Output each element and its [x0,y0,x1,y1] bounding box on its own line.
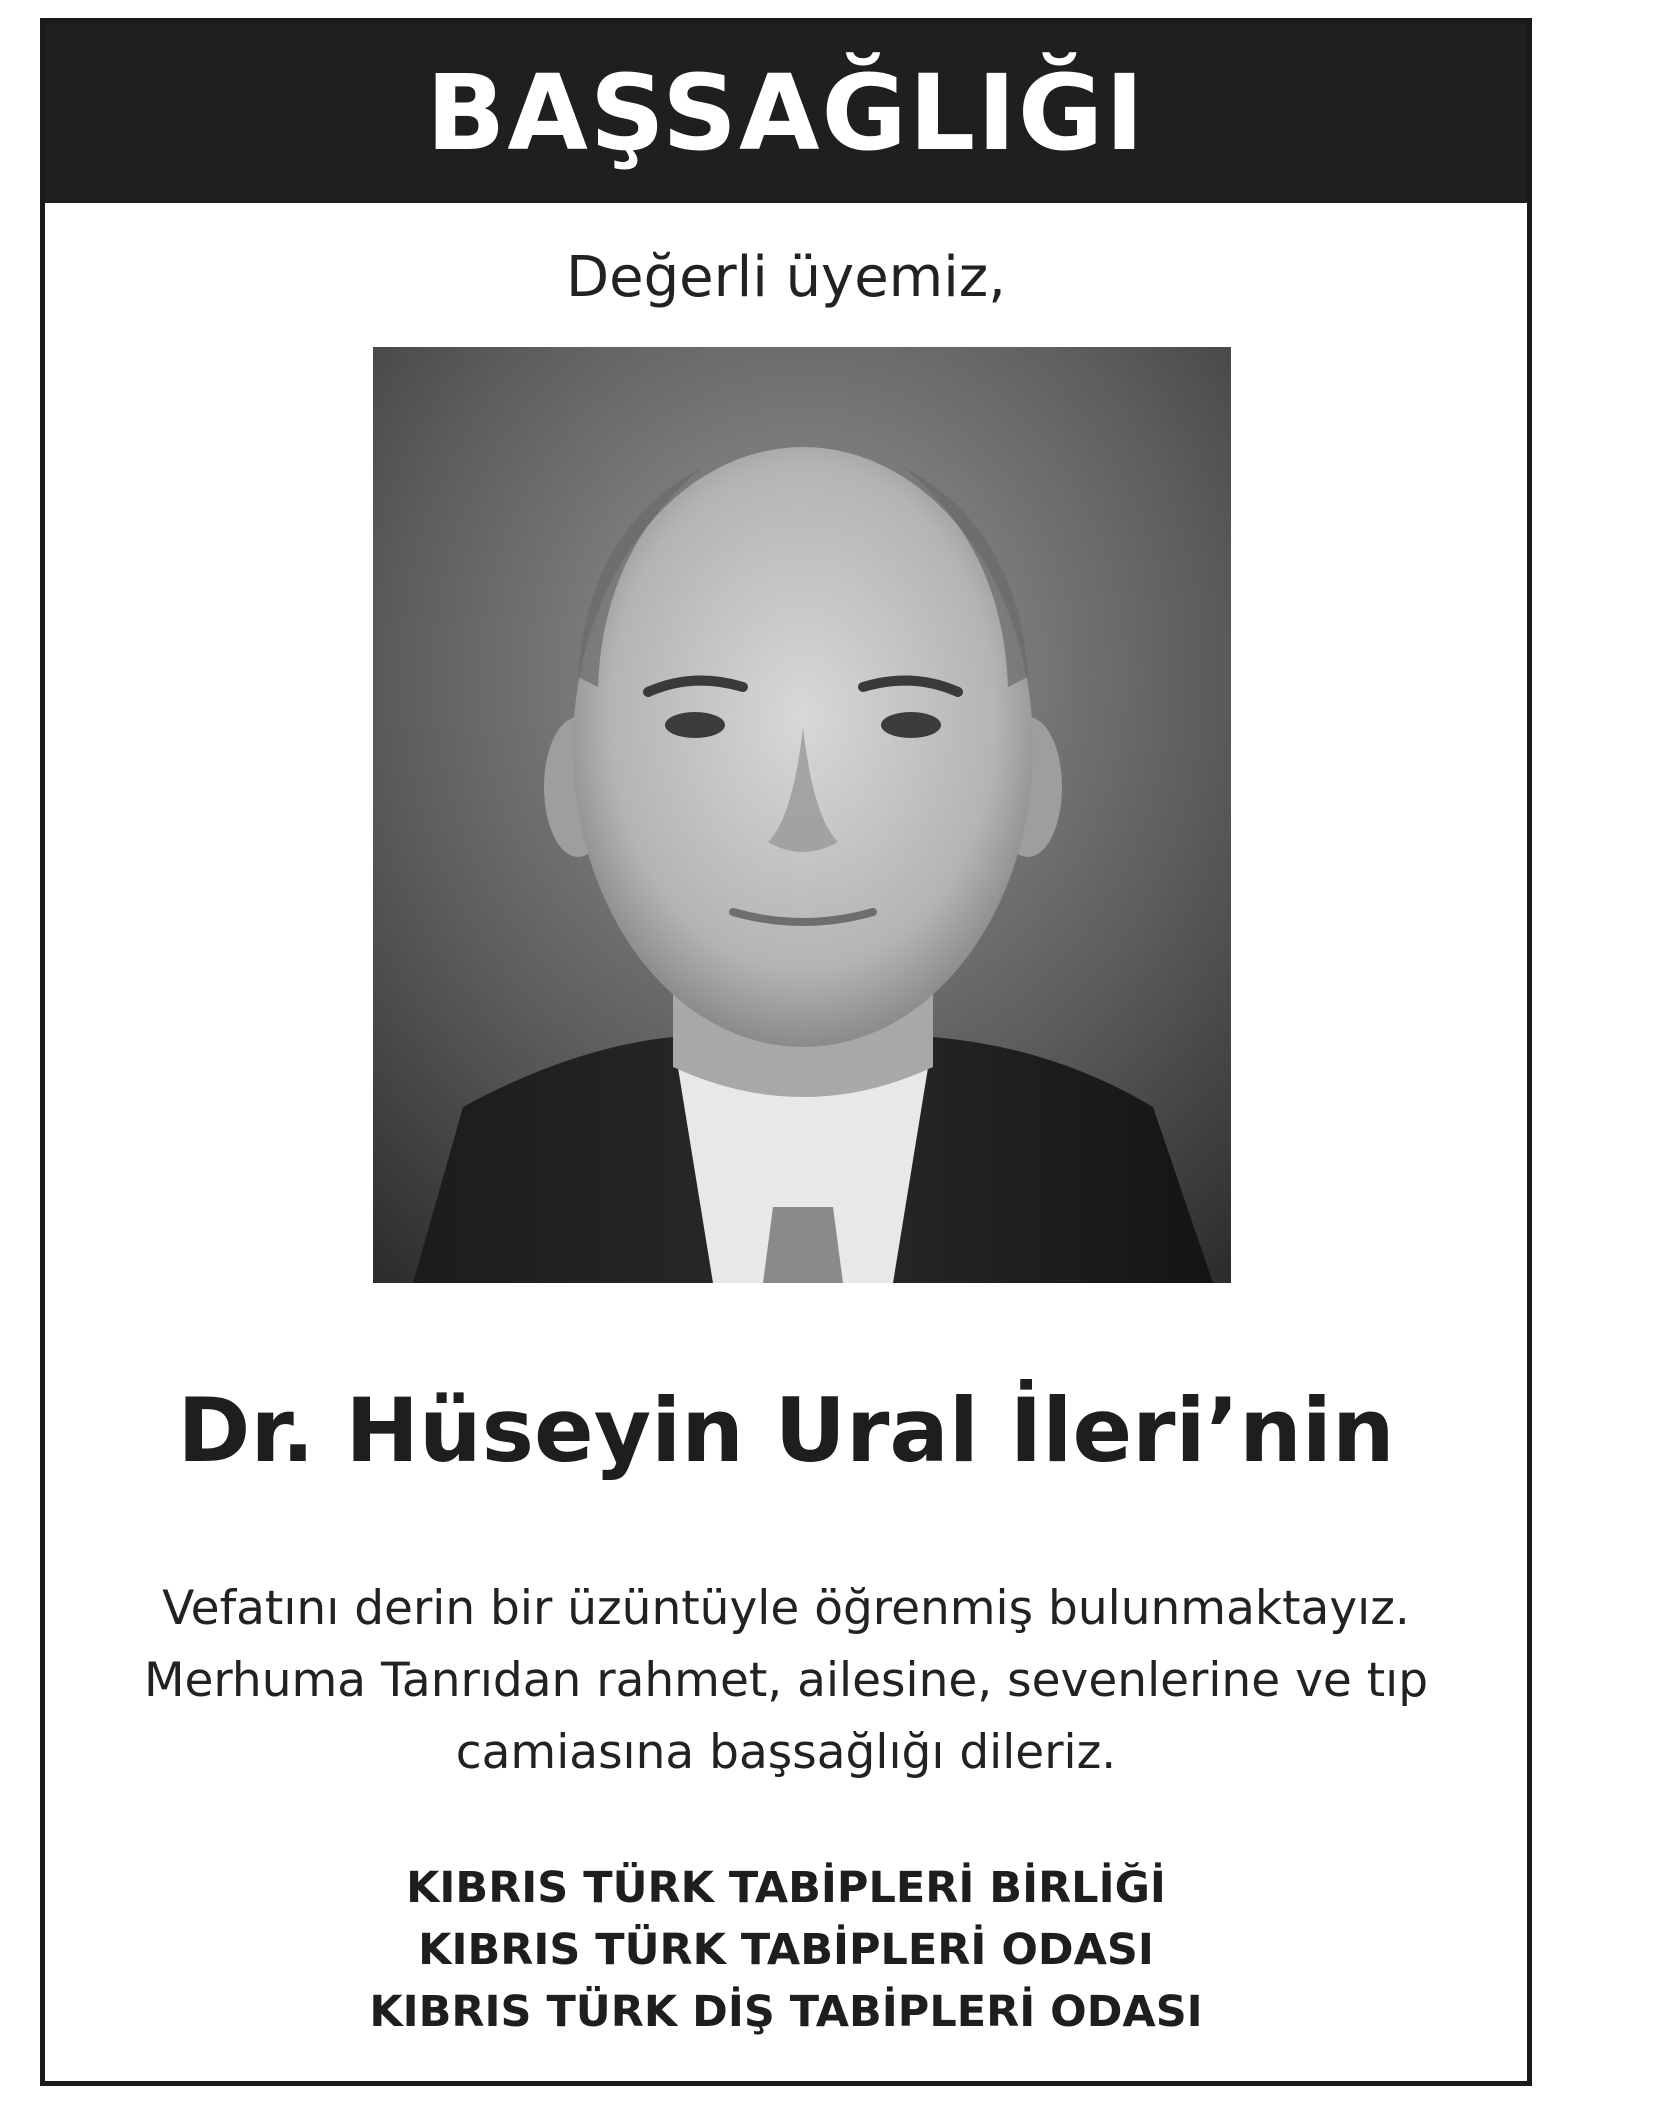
signatory-org: KIBRIS TÜRK TABİPLERİ ODASI [418,1925,1154,1975]
message-line: camiasına başsağlığı dileriz. [455,1725,1117,1780]
greeting-text: Değerli üyemiz, [566,245,1006,310]
deceased-name: Dr. Hüseyin Ural İleri’nin [177,1379,1395,1482]
message-line: Merhuma Tanrıdan rahmet, ailesine, sevenlerine ve tıp [143,1653,1429,1708]
message-line: Vefatını derin bir üzüntüyle öğrenmiş bulunmaktayız. [162,1581,1410,1636]
header-bar [45,23,1527,203]
signatory-org: KIBRIS TÜRK TABİPLERİ BİRLİĞİ [406,1863,1166,1913]
signatories [45,1857,1527,2043]
portrait-image [373,347,1231,1283]
signatory-org: KIBRIS TÜRK DİŞ TABİPLERİ ODASI [369,1987,1203,2037]
notice-title: BAŞSAĞLIĞI [426,52,1146,174]
portrait-photo [373,347,1231,1283]
notice-frame [40,18,1532,2086]
condolence-message [45,1573,1527,1789]
